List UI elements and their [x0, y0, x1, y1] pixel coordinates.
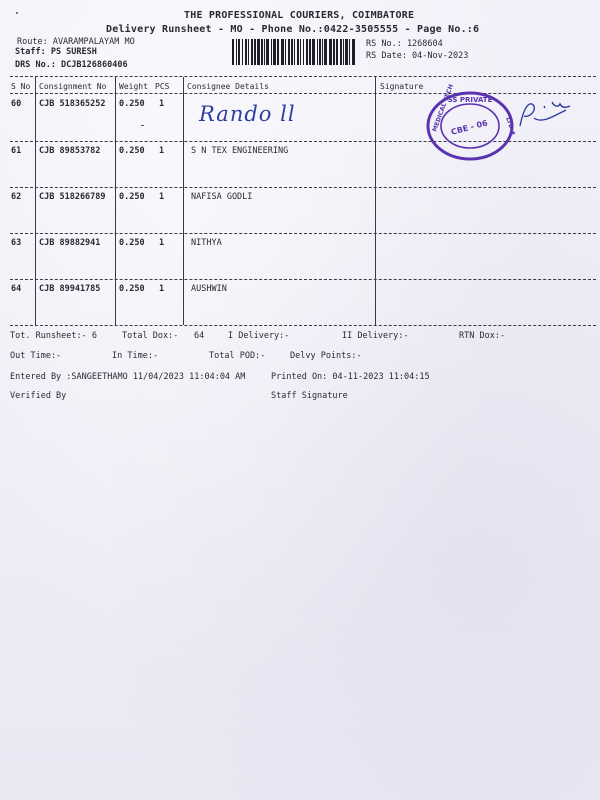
row-consignee: NITHYA — [191, 238, 222, 248]
row-pcs: 1 — [159, 284, 165, 294]
row-separator — [10, 233, 596, 234]
rs-number: RS No.: 1268604 — [366, 39, 443, 49]
handwritten-receiver: Rando ll — [199, 102, 296, 126]
printed-on: Printed On: 04-11-2023 11:04:15 — [271, 372, 430, 382]
delvy-points: Delvy Points:- — [290, 351, 362, 361]
col-sno-header: S No — [11, 82, 31, 91]
row-weight: 0.250 — [119, 146, 145, 156]
out-time: Out Time:- — [10, 351, 62, 361]
drs-number: DRS No.: DCJB126860406 — [15, 60, 128, 70]
barcode-icon — [232, 39, 357, 65]
row-pcs: 1 — [159, 238, 165, 248]
svg-text:MEDICAL TECH: MEDICAL TECH — [431, 83, 455, 133]
row-sno: 64 — [11, 284, 22, 294]
i-delivery: I Delivery:- — [228, 331, 290, 341]
runsheet-title: Delivery Runsheet - MO - Phone No.:0422-3505555 - Page No.:6 — [106, 24, 480, 35]
paper-speck — [16, 12, 18, 14]
verified-by: Verified By — [10, 391, 67, 401]
row-consignee: AUSHWIN — [191, 284, 227, 294]
in-time: In Time:- — [112, 351, 159, 361]
tot-runsheet: Tot. Runsheet:- 6 — [10, 331, 97, 341]
col-signature-header: Signature — [380, 82, 424, 91]
route-label: Route: AVARAMPALAYAM MO — [17, 37, 135, 47]
col-consignment-header: Consignment No — [39, 82, 107, 91]
col-divider — [375, 77, 376, 325]
company-stamp-icon — [424, 83, 518, 164]
pen-mark — [141, 125, 144, 126]
col-divider — [115, 77, 116, 325]
col-divider — [183, 77, 184, 325]
row-weight: 0.250 — [119, 99, 145, 109]
row-pcs: 1 — [159, 192, 165, 202]
row-weight: 0.250 — [119, 238, 145, 248]
signature-scribble-icon — [514, 96, 574, 136]
total-dox-value: 64 — [194, 331, 205, 341]
row-consignment: CJB 89853782 — [39, 146, 101, 156]
col-pcs-header: PCS — [155, 82, 170, 91]
table-top-rule — [10, 76, 596, 77]
row-pcs: 1 — [159, 146, 165, 156]
staff-signature: Staff Signature — [271, 391, 348, 401]
row-consignment: CJB 518365252 — [39, 99, 106, 109]
row-consignee: S N TEX ENGINEERING — [191, 146, 289, 156]
row-consignment: CJB 518266789 — [39, 192, 106, 202]
row-consignment: CJB 89941785 — [39, 284, 101, 294]
row-consignee: NAFISA GODLI — [191, 192, 253, 202]
row-sno: 61 — [11, 146, 22, 156]
svg-text:CBE - 06: CBE - 06 — [450, 118, 489, 137]
table-bottom-rule — [10, 325, 596, 326]
row-separator — [10, 279, 596, 280]
col-consignee-header: Consignee Details — [187, 82, 269, 91]
entered-by: Entered By :SANGEETHAMO 11/04/2023 11:04:04 AM — [10, 372, 246, 382]
total-pod: Total POD:- — [209, 351, 266, 361]
col-weight-header: Weight — [119, 82, 148, 91]
row-sno: 62 — [11, 192, 22, 202]
row-weight: 0.250 — [119, 284, 145, 294]
col-divider — [35, 77, 36, 325]
svg-text:LTD ★: LTD ★ — [504, 116, 518, 137]
staff-label: Staff: PS SURESH — [15, 47, 97, 57]
row-sno: 63 — [11, 238, 22, 248]
ii-delivery: II Delivery:- — [342, 331, 409, 341]
svg-text:SS PRIVATE: SS PRIVATE — [447, 96, 493, 104]
row-weight: 0.250 — [119, 192, 145, 202]
row-pcs: 1 — [159, 99, 165, 109]
row-sno: 60 — [11, 99, 22, 109]
company-title: THE PROFESSIONAL COURIERS, COIMBATORE — [184, 10, 415, 21]
row-separator — [10, 187, 596, 188]
row-consignment: CJB 89882941 — [39, 238, 101, 248]
rtn-dox: RTN Dox:- — [459, 331, 506, 341]
rs-date: RS Date: 04-Nov-2023 — [366, 51, 469, 61]
total-dox-label: Total Dox:- — [122, 331, 179, 341]
